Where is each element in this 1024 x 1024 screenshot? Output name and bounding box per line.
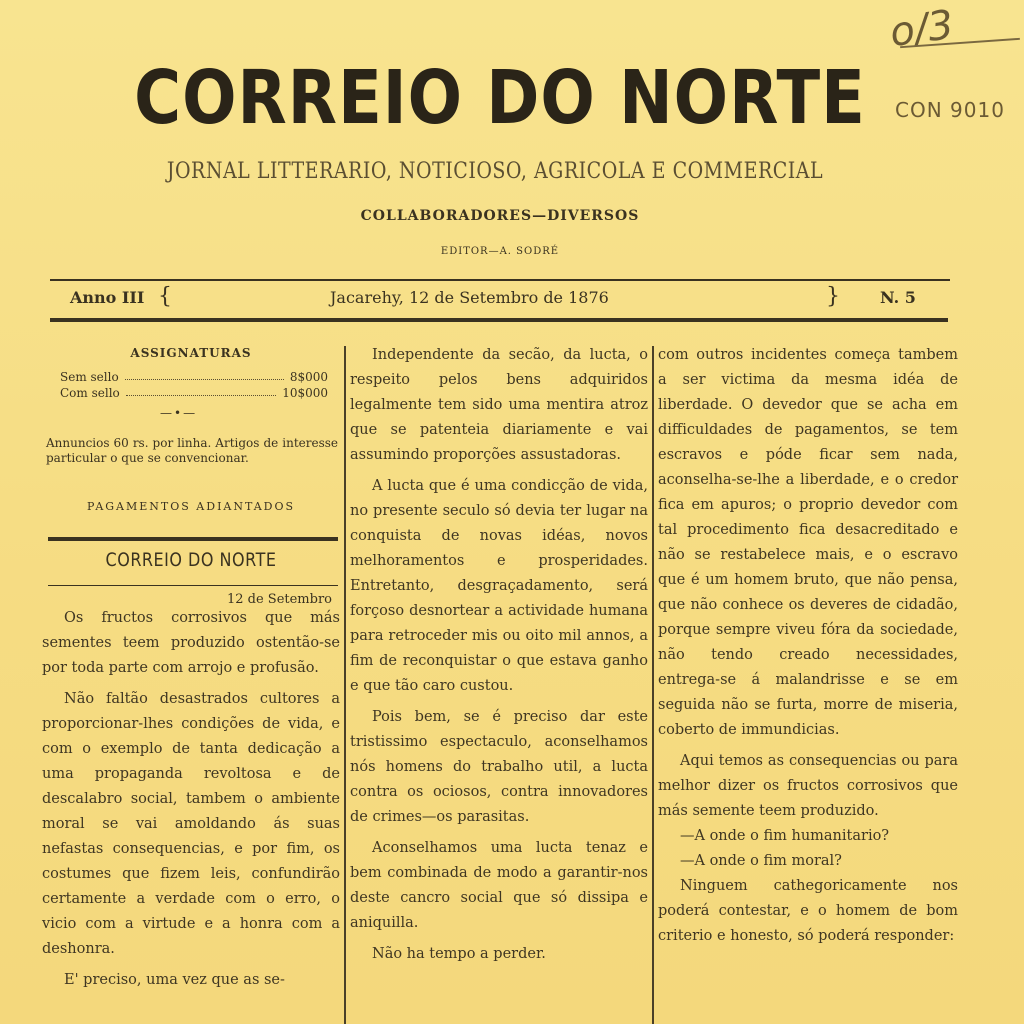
paragraph: Aqui temos as consequencias ou para melhor dizer os fructos corrosivos que más semente teem produzido.: [658, 753, 958, 819]
paragraph: A lucta que é uma condicção de vida, no presente seculo só devia ter lugar na conquista de novas idéas, novos melhoramentos e prosperidades. Entretanto, desgraçadamento, será forçoso desnortear a actividade humana para retroceder mis ou oito mil annos, a fim de reconquistar o que estava ganho e que tão caro custou.: [350, 478, 648, 694]
subscriptions-title: ASSIGNATURAS: [130, 346, 252, 360]
paragraph: Os fructos corrosivos que más sementes teem produzido ostentão-se por toda parte com arrojo e profusão.: [42, 610, 340, 676]
dateline-bottom-rule: [50, 318, 948, 322]
dateline-number: N. 5: [880, 288, 916, 307]
section-title: CORREIO DO NORTE: [105, 548, 277, 571]
paragraph: Aconselhamos uma lucta tenaz e bem combinada de modo a garantir-nos deste cancro social que só dissipa e aniquilla.: [350, 840, 648, 931]
masthead-title: CORREIO DO NORTE: [134, 56, 866, 142]
column-divider: [344, 346, 346, 1024]
subscription-price: 10$000: [282, 386, 328, 400]
paragraph: Independente da secão, da lucta, o respeito pelos bens adquiridos legalmente tem sido uma mentira atroz que se patenteia diariamente e vai assumindo proporções assustadoras.: [350, 347, 648, 463]
paragraph: Ninguem cathegoricamente nos poderá contestar, e o homem de bom criterio e honesto, só poderá responder:: [658, 878, 958, 944]
editor-line: EDITOR—A. SODRÉ: [440, 246, 560, 257]
paragraph: Pois bem, se é preciso dar este tristissimo espectaculo, aconselhamos nós homens do trabalho util, a lucta contra os ociosos, contra innovadores de crimes—os parasitas.: [350, 709, 648, 825]
dateline-top-rule: [50, 279, 950, 281]
archive-code: CON 9010: [895, 98, 1005, 122]
collaborators-line: COLLABORADORES—DIVERSOS: [360, 208, 640, 224]
dateline-divider: {: [158, 284, 172, 309]
article-column-1: [42, 600, 340, 993]
section-top-rule: [48, 537, 338, 541]
article-column-2: [350, 343, 648, 967]
subscription-price: 8$000: [289, 370, 328, 384]
handwritten-annotation: o/3: [887, 1, 957, 57]
section-date: 12 de Setembro: [226, 592, 332, 607]
subscription-row: [60, 370, 328, 384]
subscription-label: Sem sello: [60, 370, 119, 384]
column-divider: [652, 346, 654, 1024]
paragraph: —A onde o fim moral?: [680, 853, 842, 869]
paragraph: E' preciso, uma vez que as se-: [64, 972, 285, 988]
ornament-divider: —•—: [160, 406, 198, 420]
paragraph: Não faltão desastrados cultores a proporcionar-lhes condições de vida, e com o exemplo de tanta dedicação a uma propaganda revoltosa e de descalabro social, tambem o ambiente moral se vai amoldando ás suas nefastas consequencias, e por fim, os costumes que fizem leis, confundirão certamente a verdade com o erro, o vicio com a virtude e a honra com a deshonra.: [42, 691, 340, 957]
payment-note: PAGAMENTOS ADIANTADOS: [86, 500, 296, 513]
paragraph: Não ha tempo a perder.: [372, 946, 546, 962]
paragraph: —A onde o fim humanitario?: [680, 828, 890, 844]
subscription-label: Com sello: [60, 386, 120, 400]
article-column-3: [658, 343, 958, 949]
dateline-date: Jacarehy, 12 de Setembro de 1876: [330, 288, 609, 307]
masthead-subtitle: JORNAL LITTERARIO, NOTICIOSO, AGRICOLA E COMMERCIAL: [166, 157, 824, 185]
dateline-divider: }: [826, 284, 840, 309]
subscription-row: [60, 386, 328, 400]
section-underline: [48, 585, 338, 586]
announcements-note: Annuncios 60 rs. por linha. Artigos de interesse particular o que se convencionar.: [46, 436, 338, 465]
dateline-year: Anno III: [70, 288, 145, 307]
paragraph: com outros incidentes começa tambem a ser victima da mesma idéa de liberdade. O devedor que se acha em difficuldades de pagamentos, se tem escravos e póde ficar sem nada, aconselha-se-lhe a liberdade, e o credor fica em apuros; o proprio devedor com tal procedimento fica desacreditado e não se restabelece mais, e o escravo que é um homem bruto, que não pensa, que não conhece os deveres de cidadão, porque sempre viveu fóra da sociedade, não tendo creado necessidades, entrega-se á malandrisse e se em seguida não se furta, morre de miseria, coberto de immundicias.: [658, 347, 958, 738]
